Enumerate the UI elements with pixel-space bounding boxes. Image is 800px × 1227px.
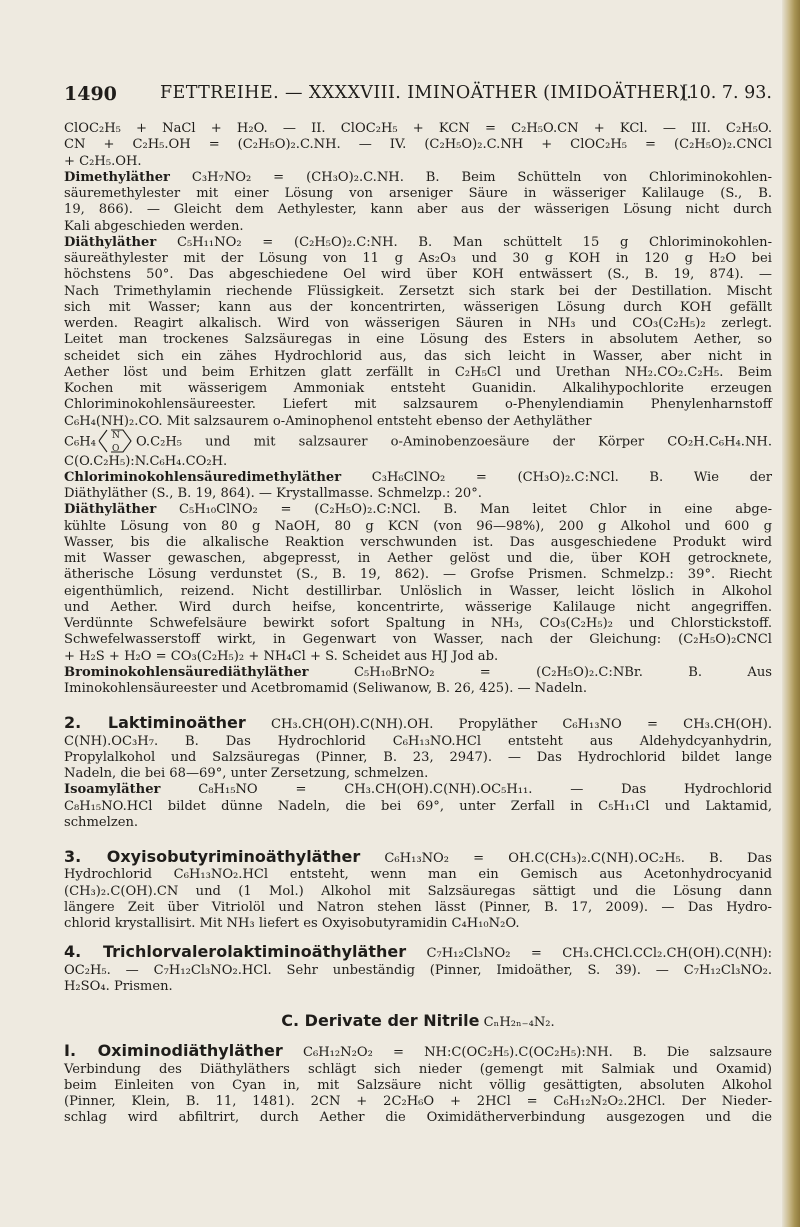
chapter-heading bbox=[64, 1013, 772, 1031]
line-text: C(O.C₂H₅):N.C₆H₄.CO₂H. bbox=[64, 453, 228, 469]
section-title: C. Derivate der Nitrile bbox=[281, 1011, 480, 1030]
book-page bbox=[64, 0, 772, 1227]
line-text: C₆H₁₂N₂O₂ = NH:C(OC₂H₅).C(OC₂H₅):NH. B. Die salzsaure bbox=[282, 1045, 773, 1061]
text-line bbox=[64, 600, 772, 616]
line-text: O.C₂H₅ und mit salzsaurer o-Aminobenzoesäure der Körper CO₂H.C₆H₄.NH. bbox=[135, 434, 772, 450]
line-text: beim Einleiten von Cyan in, mit Salzsäure nicht völlig gesättigten, absoluten Alkohol bbox=[64, 1077, 772, 1093]
text-line bbox=[64, 734, 772, 750]
text-line bbox=[64, 267, 772, 283]
line-text: (Pinner, Klein, B. 11, 1481). 2CN + 2C₂H₆O + 2HCl = C₆H₁₂N₂O₂.2HCl. Der Nieder- bbox=[64, 1094, 772, 1109]
text-line bbox=[64, 963, 772, 979]
text-line bbox=[64, 219, 772, 235]
line-text: Nach Trimethylamin riechende Flüssigkeit. Zersetzt sich stark bei der Destillation. Mischt bbox=[64, 283, 772, 299]
line-text: + H₂S + H₂O = CO₃(C₂H₅)₂ + NH₄Cl + S. Scheidet aus HJ Jod ab. bbox=[64, 648, 499, 664]
text-line bbox=[64, 186, 772, 202]
text-line bbox=[64, 535, 772, 551]
text-line bbox=[64, 251, 772, 267]
text-line bbox=[64, 665, 772, 681]
line-text: C₈H₁₅NO.HCl bildet dünne Nadeln, die bei 69°, unter Zerfall in C₅H₁₁Cl und Laktamid, bbox=[64, 798, 772, 814]
line-text: chlorid krystallisirt. Mit NH₃ liefert es Oxyisobutyramidin C₄H₁₀N₂O. bbox=[64, 916, 520, 931]
text-line bbox=[64, 397, 772, 413]
text-line bbox=[64, 316, 772, 332]
line-text: 19, 866). — Gleicht dem Aethylester, kann aber aus der wässerigen Lösung nicht durch bbox=[64, 202, 772, 218]
text-line bbox=[64, 884, 772, 900]
line-text: Schwefelwasserstoff wirkt, in Gegenwart von Wasser, nach der Gleichung: (C₂H₅O)₂CNCl bbox=[64, 632, 772, 648]
formula-prefix bbox=[64, 434, 96, 449]
line-text: C₃H₇NO₂ = (CH₃O)₂.C.NH. B. Beim Schütteln von Chloriminokohlen- bbox=[169, 169, 772, 185]
line-text: längere Zeit über Vitriolöl und Natron stehen lässt (Pinner, B. 17, 2009). — Das Hydro- bbox=[64, 899, 772, 915]
line-text: C₇H₁₂Cl₃NO₂ = CH₃.CHCl.CCl₂.CH(OH).C(NH): bbox=[406, 946, 772, 962]
text-line bbox=[64, 979, 772, 995]
line-text: ätherische Lösung verdunstet (S., B. 19, 862). — Grofse Prismen. Schmelzp.: 39°. Riecht bbox=[64, 567, 772, 583]
text-line bbox=[64, 365, 772, 381]
line-text: Kali abgeschieden werden. bbox=[64, 218, 244, 234]
page-edge bbox=[782, 0, 800, 1227]
text-line bbox=[64, 649, 772, 665]
text-line bbox=[64, 766, 772, 782]
text-line bbox=[64, 332, 772, 348]
line-text: scheidet sich ein zähes Hydrochlorid aus, das sich leicht in Wasser, aber nicht in bbox=[64, 348, 772, 364]
text-line bbox=[64, 284, 772, 300]
text-line bbox=[64, 121, 772, 137]
svg-text:O: O bbox=[111, 443, 120, 454]
text-line bbox=[64, 300, 772, 316]
line-text: und Aether. Wird durch heifse, koncentrirte, wässerige Kalilauge nicht angegriffen. bbox=[64, 599, 772, 615]
text-line bbox=[64, 454, 772, 470]
line-text: C(NH).OC₃H₇. B. Das Hydrochlorid C₆H₁₃NO.HCl entsteht aus Aldehydcyanhydrin, bbox=[64, 733, 772, 749]
header-date: [10. 7. 93. bbox=[681, 83, 772, 103]
text-line bbox=[64, 567, 772, 583]
line-text: C₃H₆ClNO₂ = (CH₃O)₂.C:NCl. B. Wie der bbox=[341, 469, 772, 485]
text-line bbox=[64, 782, 772, 798]
text-line bbox=[64, 519, 772, 535]
line-text: Leitet man trockenes Salzsäuregas in eine Lösung des Esters in absolutem Aether, so bbox=[64, 332, 772, 348]
compound-name: Dimethyläther bbox=[64, 169, 170, 185]
line-text: CₙH₂ₙ₋₄N₂. bbox=[479, 1015, 555, 1030]
line-text: Aether löst und beim Erhitzen glatt zerfällt in C₂H₅Cl und Urethan NH₂.CO₂.C₂H₅. Beim bbox=[64, 364, 772, 380]
line-text: Verbindung des Diäthyläthers schlägt sich nieder (gemengt mit Salmiak und Oxamid) bbox=[64, 1061, 772, 1077]
text-line bbox=[64, 815, 772, 831]
text-line bbox=[64, 154, 772, 170]
line-text: säuremethylester mit einer Lösung von arseniger Säure in wässeriger Kalilauge (S., B. bbox=[64, 186, 772, 201]
running-title: FETTREIHE. — XXXXVIII. IMINOÄTHER (IMIDOÄTHER). bbox=[160, 83, 693, 103]
line-text: Chloriminokohlensäureester. Liefert mit salzsaurem o-Phenylendiamin Phenylenharnstoff bbox=[64, 397, 772, 413]
text-line bbox=[64, 202, 772, 218]
line-text: Wasser, bis die alkalische Reaktion verschwunden ist. Das ausgeschiedene Produkt wird bbox=[64, 534, 772, 550]
text-line bbox=[64, 486, 772, 502]
text-line bbox=[64, 900, 772, 916]
section-title: I. Oximinodiäthyläther bbox=[64, 1041, 283, 1061]
line-text: C₆H₁₃NO₂ = OH.C(CH₃)₂.C(NH).OC₂H₅. B. Das bbox=[360, 851, 773, 866]
compound-name: Isoamyläther bbox=[64, 782, 161, 798]
line-text: C₆H₄ bbox=[64, 434, 96, 450]
line-text: C₅H₁₀BrNO₂ = (C₂H₅O)₂.C:NBr. B. Aus bbox=[308, 664, 772, 680]
compound-name: Diäthyläther bbox=[64, 502, 157, 518]
line-text: höchstens 50°. Das abgeschiedene Oel wird über KOH entwässert (S., B. 19, 874). — bbox=[64, 267, 772, 283]
compound-name: Chloriminokohlensäuredimethyläther bbox=[64, 469, 342, 485]
text-line bbox=[64, 799, 772, 815]
line-text: kühlte Lösung von 80 g NaOH, 80 g KCN (von 96—98%), 200 g Alkohol und 600 g bbox=[64, 518, 772, 534]
body-text bbox=[64, 121, 772, 1127]
section-title: 3. Oxyisobutyriminoäthyläther bbox=[64, 847, 361, 866]
compound-name: Brominokohlensäurediäthyläther bbox=[64, 664, 309, 680]
text-line bbox=[64, 1062, 772, 1078]
line-text: eigenthümlich, reizend. Nicht destillirbar. Unlöslich in Wasser, leicht löslich in Alkohol bbox=[64, 583, 772, 599]
line-text: C₆H₄(NH)₂.CO. Mit salzsaurem o-Aminophenol entsteht ebenso der Aethyläther bbox=[64, 413, 592, 429]
page-number: 1490 bbox=[64, 83, 117, 105]
text-line bbox=[64, 381, 772, 397]
text-line bbox=[64, 632, 772, 648]
line-text: sich mit Wasser; kann aus der koncentrirten, wässerigen Lösung durch KOH gefällt bbox=[64, 299, 772, 315]
line-text: + C₂H₅.OH. bbox=[64, 153, 142, 169]
line-text: ClOC₂H₅ + NaCl + H₂O. — II. ClOC₂H₅ + KCN = C₂H₅O.CN + KCl. — III. C₂H₅O. bbox=[64, 121, 772, 136]
svg-text:N: N bbox=[111, 430, 120, 441]
text-line bbox=[64, 414, 772, 430]
formula-line-benzoxazole bbox=[64, 430, 772, 454]
text-line bbox=[64, 137, 772, 153]
line-text: Diäthyläther (S., B. 19, 864). — Krystallmasse. Schmelzp.: 20°. bbox=[64, 486, 482, 501]
text-line bbox=[64, 349, 772, 365]
section-heading-line bbox=[64, 849, 772, 867]
line-text: C₅H₁₁NO₂ = (C₂H₅O)₂.C:NH. B. Man schüttelt 15 g Chloriminokohlen- bbox=[156, 234, 772, 250]
text-line bbox=[64, 470, 772, 486]
line-text: schmelzen. bbox=[64, 814, 139, 830]
text-line bbox=[64, 502, 772, 518]
line-text: mit Wasser gewaschen, abgepresst, in Aether gelöst und die, über KOH getrocknete, bbox=[64, 551, 772, 566]
line-text: säureäthylester mit der Lösung von 11 g As₂O₃ und 30 g KOH in 120 g H₂O bei bbox=[64, 251, 772, 266]
line-text: OC₂H₅. — C₇H₁₂Cl₃NO₂.HCl. Sehr unbeständig (Pinner, Imidoäther, S. 39). — C₇H₁₂Cl₃NO₂. bbox=[64, 962, 772, 978]
oxazole-ring-structure-icon bbox=[97, 426, 135, 456]
section-heading-line bbox=[64, 1043, 772, 1061]
line-text: CH₃.CH(OH).C(NH).OH. Propyläther C₆H₁₃NO = CH₃.CH(OH). bbox=[245, 717, 772, 733]
text-line bbox=[64, 916, 772, 932]
text-line bbox=[64, 584, 772, 600]
formula-suffix bbox=[136, 434, 772, 449]
line-text: Propylalkohol und Salzsäuregas (Pinner, B. 23, 2947). — Das Hydrochlorid bildet lange bbox=[64, 749, 772, 765]
running-head bbox=[64, 83, 772, 109]
text-line bbox=[64, 1078, 772, 1094]
text-line bbox=[64, 551, 772, 567]
text-line bbox=[64, 1110, 772, 1126]
section-title: 2. Laktiminoäther bbox=[64, 713, 246, 733]
text-line bbox=[64, 235, 772, 251]
text-line bbox=[64, 616, 772, 632]
text-line bbox=[64, 681, 772, 697]
section-heading-line bbox=[64, 944, 772, 962]
line-text: werden. Reagirt alkalisch. Wird von wässerigen Säuren in NH₃ und CO₃(C₂H₅)₂ zerlegt. bbox=[64, 316, 772, 331]
section-heading-line bbox=[64, 715, 772, 733]
text-line bbox=[64, 867, 772, 883]
line-text: Kochen mit wässerigem Ammoniak entsteht Guanidin. Alkalihypochlorite erzeugen bbox=[64, 381, 772, 396]
line-text: C₈H₁₅NO = CH₃.CH(OH).C(NH).OC₅H₁₁. — Das Hydrochlorid bbox=[160, 782, 772, 798]
line-text: schlag wird abfiltrirt, durch Aether die Oximidätherverbindung ausgezogen und die bbox=[64, 1110, 772, 1126]
text-line bbox=[64, 170, 772, 186]
line-text: Verdünnte Schwefelsäure bewirkt sofort Spaltung in NH₃, CO₃(C₂H₅)₂ und Chlorstickstoff. bbox=[64, 616, 772, 631]
line-text: Nadeln, die bei 68—69°, unter Zersetzung, schmelzen. bbox=[64, 766, 429, 781]
compound-name: Diäthyläther bbox=[64, 234, 157, 250]
line-text: Iminokohlensäureester und Acetbromamid (Seliwanow, B. 26, 425). — Nadeln. bbox=[64, 681, 587, 696]
text-line bbox=[64, 750, 772, 766]
section-title: 4. Trichlorvalerolaktiminoäthyläther bbox=[64, 942, 407, 962]
line-text: (CH₃)₂.C(OH).CN und (1 Mol.) Alkohol mit Salzsäuregas sättigt und die Lösung dann bbox=[64, 883, 772, 899]
line-text: H₂SO₄. Prismen. bbox=[64, 978, 173, 994]
line-text: Hydrochlorid C₆H₁₃NO₂.HCl entsteht, wenn man ein Gemisch aus Acetonhydrocyanid bbox=[64, 867, 772, 883]
line-text: C₅H₁₀ClNO₂ = (C₂H₅O)₂.C:NCl. B. Man leitet Chlor in eine abge- bbox=[156, 502, 772, 518]
line-text: CN + C₂H₅.OH = (C₂H₅O)₂.C.NH. — IV. (C₂H₅O)₂.C.NH + ClOC₂H₅ = (C₂H₅O)₂.CNCl bbox=[64, 137, 772, 153]
text-line bbox=[64, 1094, 772, 1110]
